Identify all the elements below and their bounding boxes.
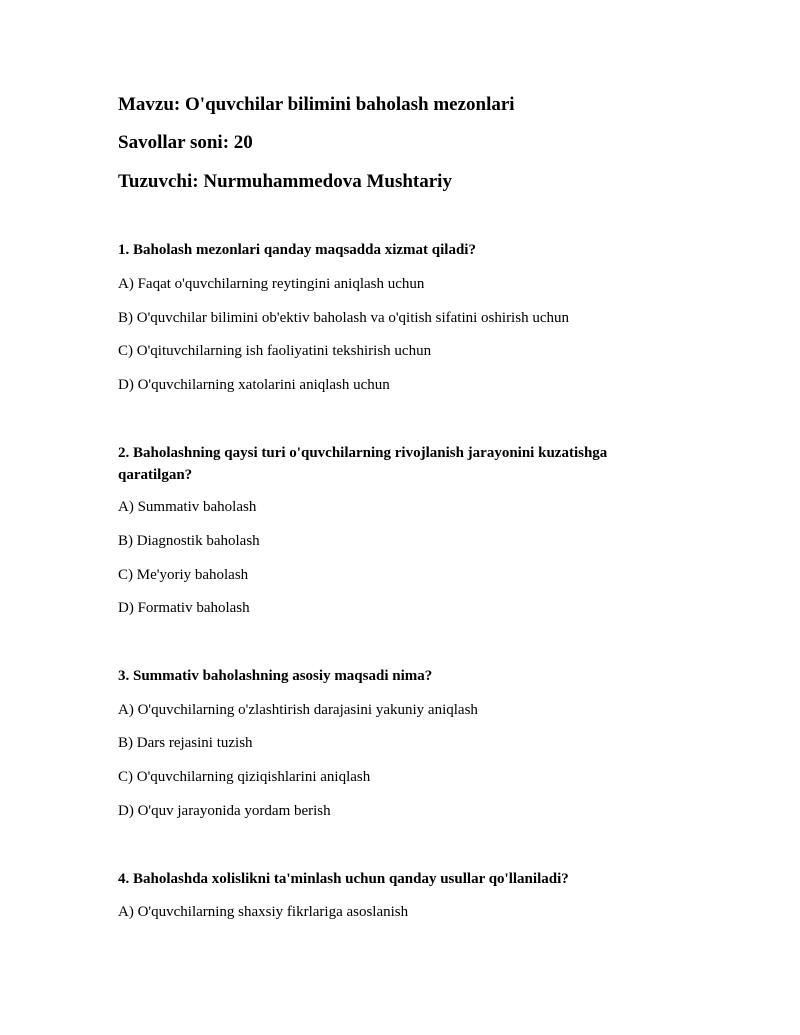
question-3-option-d: D) O'quv jarayonida yordam berish	[118, 803, 331, 819]
question-4-text: 4. Baholashda xolislikni ta'minlash uchun qanday usullar qo'llaniladi?	[118, 871, 569, 887]
question-3-option-a: A) O'quvchilarning o'zlashtirish darajasini yakuniy aniqlash	[118, 702, 478, 718]
question-count-heading: Savollar soni: 20	[118, 132, 253, 153]
question-1-text: 1. Baholash mezonlari qanday maqsadda xizmat qiladi?	[118, 242, 476, 258]
question-1-option-b: B) O'quvchilar bilimini ob'ektiv baholash va o'qitish sifatini oshirish uchun	[118, 310, 569, 326]
question-3-text: 3. Summativ baholashning asosiy maqsadi nima?	[118, 668, 433, 684]
question-1-option-a: A) Faqat o'quvchilarning reytingini aniqlash uchun	[118, 276, 425, 292]
question-4-option-a: A) O'quvchilarning shaxsiy fikrlariga asoslanish	[118, 904, 409, 920]
question-3-option-b: B) Dars rejasini tuzish	[118, 735, 253, 751]
question-2-option-b: B) Diagnostik baholash	[118, 533, 260, 549]
question-2-text: 2. Baholashning qaysi turi o'quvchilarning rivojlanish jarayonini kuzatishga qaratilgan?	[118, 445, 608, 483]
question-2-option-a: A) Summativ baholash	[118, 499, 257, 515]
author-heading: Tuzuvchi: Nurmuhammedova Mushtariy	[118, 171, 452, 192]
question-2-option-c: C) Me'yoriy baholash	[118, 567, 249, 583]
question-2-option-d: D) Formativ baholash	[118, 600, 250, 616]
question-3-option-c: C) O'quvchilarning qiziqishlarini aniqlash	[118, 769, 371, 785]
question-1-option-c: C) O'qituvchilarning ish faoliyatini tekshirish uchun	[118, 343, 432, 359]
question-1-option-d: D) O'quvchilarning xatolarini aniqlash uchun	[118, 377, 390, 393]
topic-heading: Mavzu: O'quvchilar bilimini baholash mezonlari	[118, 94, 515, 115]
